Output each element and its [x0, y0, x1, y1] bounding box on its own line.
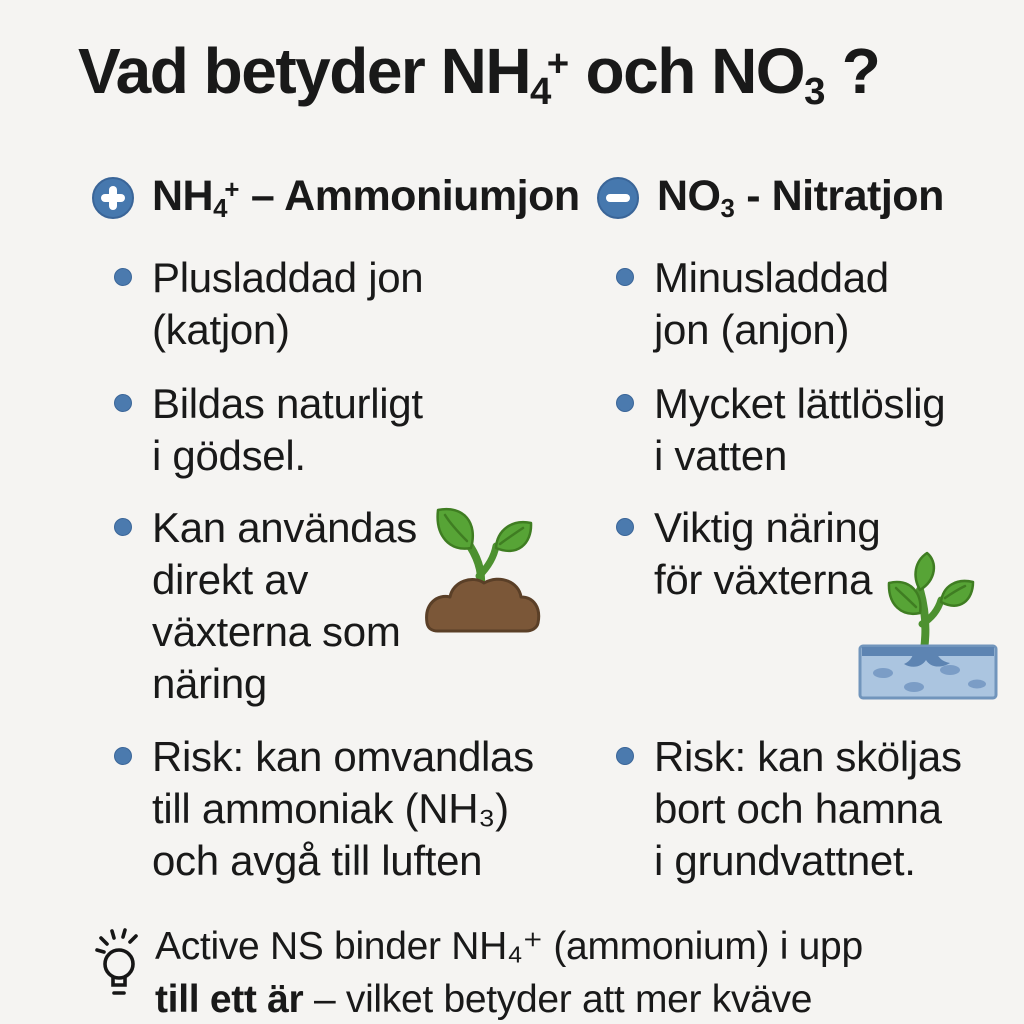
- bullet-line: för växterna: [654, 556, 873, 603]
- bullet-line: till ammoniak (NH₃): [152, 785, 509, 832]
- bullet-text: [152, 252, 423, 356]
- title-suffix: ?: [825, 35, 880, 107]
- list-item: [114, 502, 417, 710]
- list-item: [616, 378, 945, 482]
- footnote-bold-phrase: till ett är: [155, 978, 304, 1021]
- list-item: [616, 502, 880, 606]
- bullet-line: näring: [152, 660, 267, 707]
- page-title: [78, 34, 879, 114]
- subscript-3: 3: [804, 69, 826, 113]
- bullet-text: [654, 502, 880, 606]
- minus-circle-icon: [597, 177, 639, 219]
- bullet-icon: [114, 518, 132, 536]
- title-formula-no3: NO3: [711, 35, 826, 113]
- superscript-plus: +: [224, 176, 240, 205]
- title-middle: och: [569, 35, 712, 107]
- column-header-ammonium: [92, 171, 580, 224]
- footnote-rest: – vilket betyder att mer kväve: [303, 978, 813, 1021]
- bullet-text: [654, 731, 962, 887]
- superscript-plus: +: [546, 41, 570, 85]
- bullet-line: växterna som: [152, 608, 401, 655]
- bullet-line: Kan användas: [152, 504, 417, 551]
- bullet-icon: [616, 518, 634, 536]
- bullet-icon: [616, 394, 634, 412]
- bullet-text: [654, 378, 945, 482]
- list-item: [114, 378, 423, 482]
- bullet-icon: [114, 394, 132, 412]
- plus-circle-icon: [92, 177, 134, 219]
- column-header-ammonium-label: NH4+ – Ammoniumjon: [152, 171, 580, 224]
- bullet-text: [152, 378, 423, 482]
- footnote-line-1: Active NS binder NH₄⁺ (ammonium) i upp: [155, 925, 863, 968]
- bullet-line: Plusladdad jon: [152, 254, 424, 301]
- bullet-line: Risk: kan sköljas: [654, 733, 962, 780]
- subscript-4: 4: [530, 69, 552, 113]
- bullet-line: Mycket lättlöslig: [654, 380, 946, 427]
- title-prefix: Vad betyder: [78, 35, 441, 107]
- list-item: [114, 731, 534, 887]
- column-header-nitrate-label: NO3 - Nitratjon: [657, 171, 944, 224]
- bullet-line: Viktig näring: [654, 504, 881, 551]
- bullet-icon: [616, 268, 634, 286]
- bullet-icon: [114, 747, 132, 765]
- list-item: [114, 252, 423, 356]
- bullet-line: i gödsel.: [152, 432, 306, 479]
- seedling-in-water-icon: [856, 550, 1000, 704]
- bullet-line: direkt av: [152, 556, 309, 603]
- subscript-4: 4: [213, 195, 228, 224]
- bullet-line: och avgå till luften: [152, 837, 483, 884]
- list-item: [616, 731, 962, 887]
- bullet-text: [152, 731, 534, 887]
- bullet-line: (katjon): [152, 306, 290, 353]
- column-header-nitrate: [597, 171, 944, 224]
- bullet-line: Minusladdad: [654, 254, 889, 301]
- title-formula-nh4: NH4+: [440, 35, 570, 113]
- bullet-text: [152, 502, 417, 710]
- bullet-line: Risk: kan omvandlas: [152, 733, 534, 780]
- list-item: [616, 252, 889, 356]
- bullet-line: jon (anjon): [654, 306, 850, 353]
- bullet-icon: [616, 747, 634, 765]
- seedling-in-soil-icon: [418, 494, 546, 634]
- footnote-line-2: [155, 978, 812, 1022]
- subscript-3: 3: [720, 195, 735, 224]
- bullet-text: [654, 252, 889, 356]
- bullet-line: i vatten: [654, 432, 788, 479]
- bullet-line: bort och hamna: [654, 785, 942, 832]
- bullet-line: i grundvattnet.: [654, 837, 916, 884]
- bullet-icon: [114, 268, 132, 286]
- lightbulb-icon: [95, 928, 145, 1004]
- bullet-line: Bildas naturligt: [152, 380, 423, 427]
